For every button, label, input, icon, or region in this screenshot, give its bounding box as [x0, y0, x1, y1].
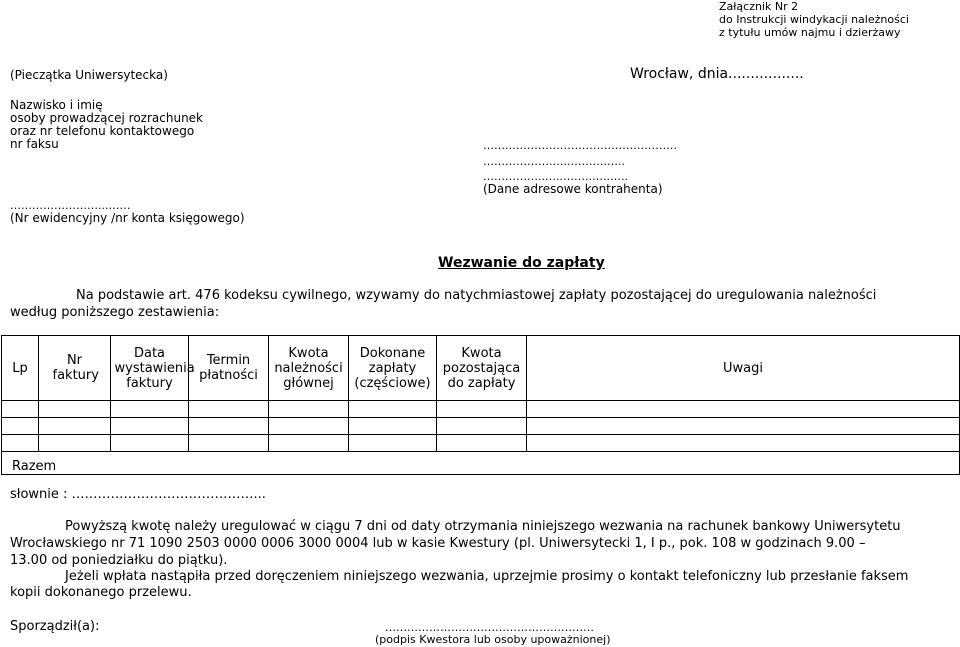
table-row	[2, 435, 960, 452]
note-line-1: Jeżeli wpłata nastąpiła przed doręczeniem niniejszego wezwania, uprzejmie prosimy o kontakt telefoniczny lub przesłanie faksem	[65, 569, 909, 584]
header-due-date-text: Termin płatności	[199, 353, 258, 383]
header-issue-date	[111, 336, 195, 401]
total-label: Razem	[2, 452, 960, 475]
header-lp: Lp	[2, 336, 39, 401]
person-line-2: osoby prowadzącej rozrachunek	[10, 111, 204, 125]
prepared-by-label: Sporządził(a):	[10, 619, 100, 634]
note-line-2: kopii dokonanego przelewu.	[10, 585, 192, 600]
contractor-line-3: ……………..…..……..…..…..	[483, 170, 628, 183]
person-line-4: nr faksu	[10, 137, 59, 151]
payment-line-2: Wrocławskiego nr 71 1090 2503 0000 0006 3000 0004 lub w kasie Kwestury (pl. Uniwersytecki 1, I p., pok. 108 w godzinach 9.00 –	[10, 536, 866, 551]
table-total-row	[2, 452, 960, 475]
table-header-row	[2, 336, 960, 401]
place-date: Wrocław, dnia.................	[630, 66, 804, 82]
contractor-line-2: ……………….…..……….…..	[483, 155, 625, 168]
header-invoice-number	[39, 336, 111, 401]
contractor-line-1: …….……………………………………….	[483, 139, 677, 152]
payment-line-3: 13.00 od poniedziałku do piątku).	[10, 553, 228, 568]
annex-line-2: do Instrukcji windykacji należności	[719, 13, 909, 26]
table-row	[2, 418, 960, 435]
header-invoice-number-text: Nr faktury	[52, 353, 99, 383]
annex-line-1: Załącznik Nr 2	[719, 0, 799, 13]
invoice-table	[1, 335, 960, 475]
header-remarks: Uwagi	[527, 336, 960, 401]
header-partial-payments	[349, 336, 437, 401]
annex-line-3: z tytułu umów najmu i dzierżawy	[719, 26, 901, 39]
header-due-date	[189, 336, 269, 401]
header-partial-payments-text: Dokonane zapłaty (częściowe)	[354, 345, 431, 391]
header-principal-amount-text: Kwota należności głównej	[274, 345, 343, 391]
person-line-3: oraz nr telefonu kontaktowego	[10, 124, 195, 138]
evidence-label: (Nr ewidencyjny /nr konta księgowego)	[10, 211, 245, 225]
intro-line-1: Na podstawie art. 476 kodeksu cywilnego, wzywamy do natychmiastowej zapłaty pozostającej do uregulowania należności	[76, 288, 877, 303]
signature-dots: …………………………………………………	[385, 621, 594, 634]
header-remaining-amount-text: Kwota pozostająca do zapłaty	[442, 345, 521, 391]
payment-line-1: Powyższą kwotę należy uregulować w ciągu 7 dni od daty otrzymania niniejszego wezwania na rachunek bankowy Uniwersytetu	[65, 519, 901, 534]
stamp-label: (Pieczątka Uniwersytecka)	[10, 68, 168, 82]
annex-header	[719, 0, 909, 39]
contractor-label: (Dane adresowe kontrahenta)	[483, 182, 663, 196]
signature-label: (podpis Kwestora lub osoby upoważnionej)	[375, 633, 611, 646]
evidence-dots: ……………………...……	[10, 199, 131, 212]
intro-line-2: według poniższego zestawienia:	[10, 305, 220, 320]
header-principal-amount	[269, 336, 349, 401]
document-title: Wezwanie do zapłaty	[438, 255, 605, 271]
person-line-1: Nazwisko i imię	[10, 98, 103, 112]
header-remaining-amount	[437, 336, 527, 401]
amount-in-words: słownie : ……………………………………...	[10, 487, 266, 502]
header-issue-date-text: Data wystawienia faktury	[114, 345, 195, 391]
table-row	[2, 401, 960, 418]
